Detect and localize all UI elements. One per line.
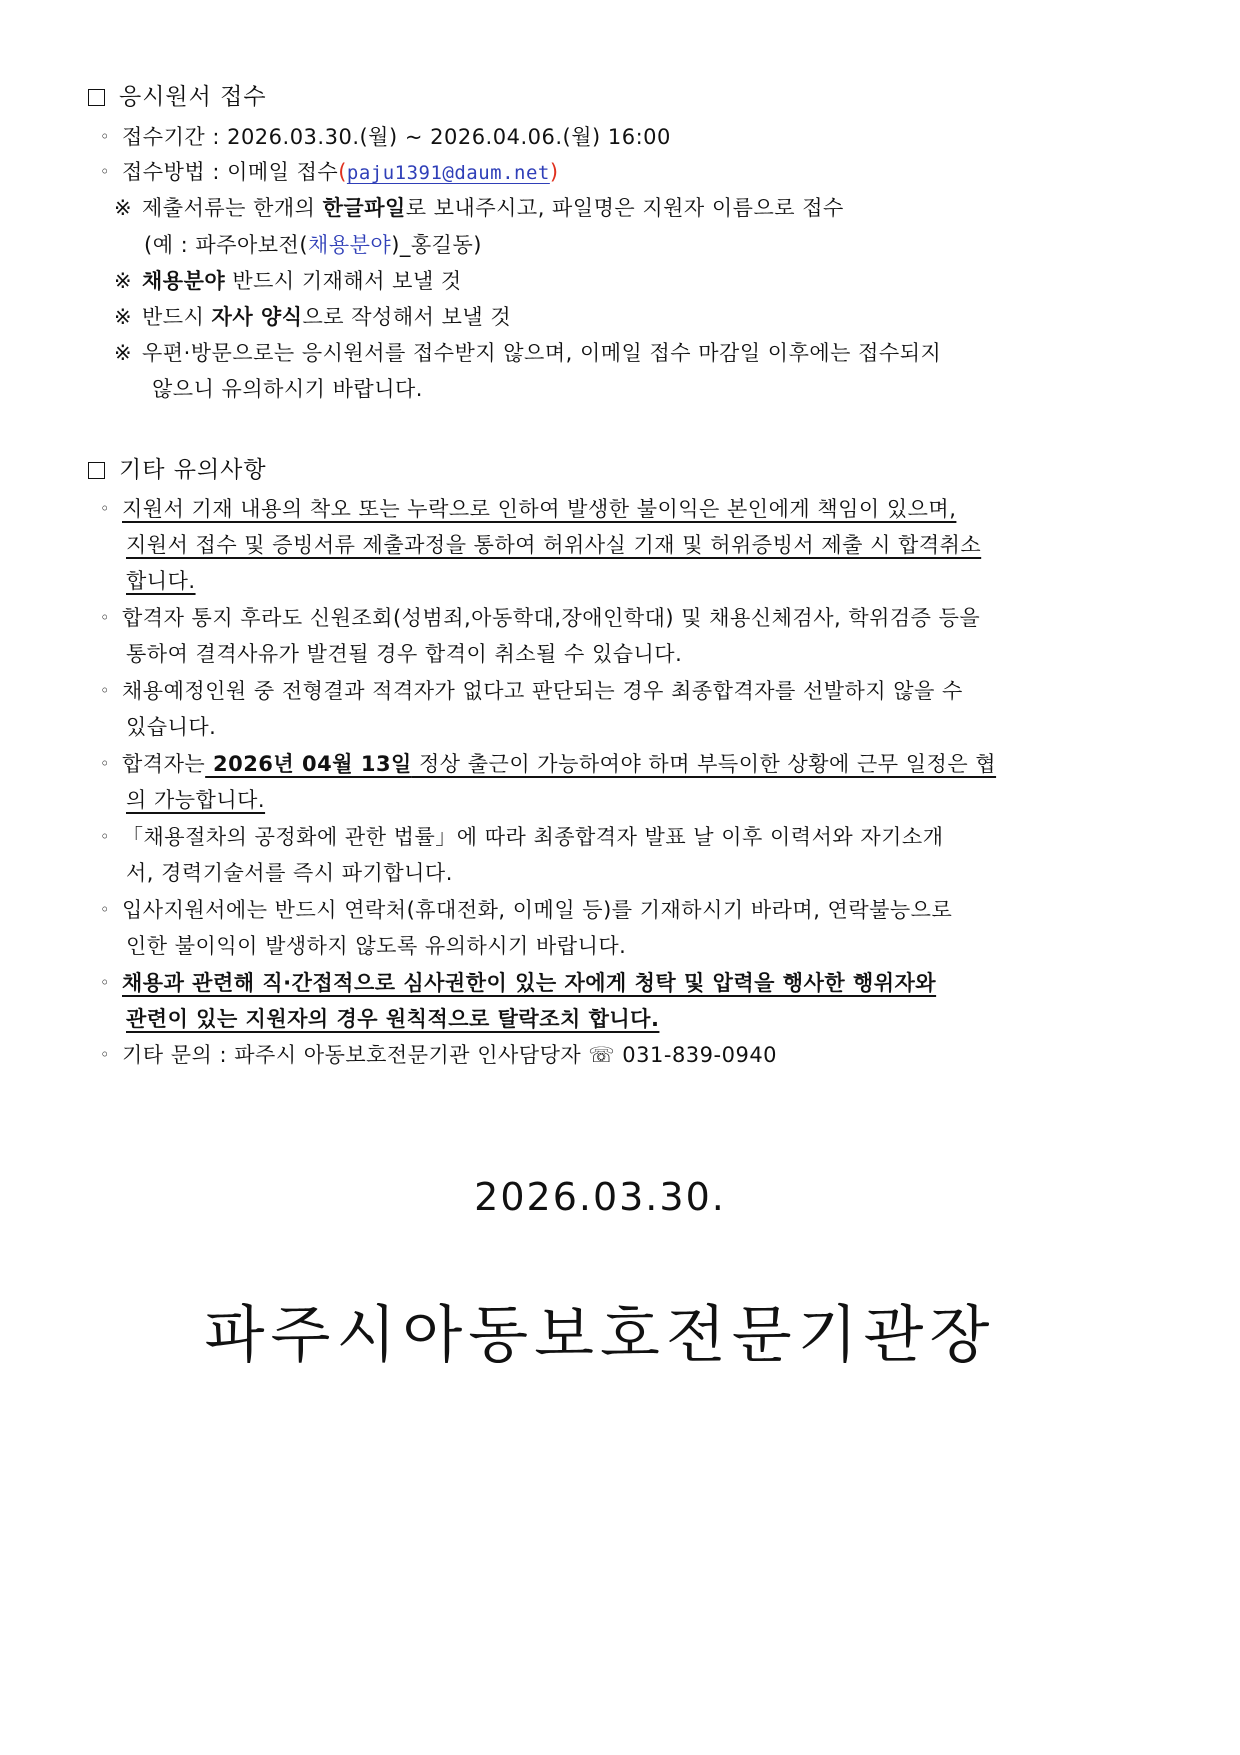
note-no-mail	[114, 338, 941, 368]
email-link[interactable]: paju1391@daum.net	[346, 162, 550, 184]
notice-text: 「채용절차의 공정화에 관한 법률」에 따라 최종합격자 발표 날 이후 이력서와 자기소개	[122, 825, 944, 849]
notice-text: 관련이 있는 지원자의 경우 원칙적으로 탈락조치 합니다.	[126, 1007, 660, 1031]
section-title: 응시원서 접수	[119, 84, 267, 110]
note-text: 으로 작성해서 보낼 것	[302, 305, 512, 329]
notice-text: 지원서 기재 내용의 착오 또는 누락으로 인하여 발생한 불이익은 본인에게 책임이 있으며,	[122, 497, 957, 521]
notice-text: 서, 경력기술서를 즉시 파기합니다.	[126, 861, 453, 885]
example-text: )_홍길동)	[391, 233, 482, 257]
bullet-icon: ◦	[100, 608, 110, 627]
application-period	[100, 122, 671, 152]
bullet-icon: ◦	[100, 900, 110, 919]
reference-mark-icon: ※	[114, 305, 133, 329]
note-bold-text: 한글파일	[322, 196, 406, 220]
paren-close: )	[549, 160, 559, 184]
reference-mark-icon: ※	[114, 196, 133, 220]
note-file-format	[114, 193, 844, 223]
bullet-icon: ◦	[100, 127, 110, 146]
reference-mark-icon: ※	[114, 341, 133, 365]
start-date-text: 2026년 04월 13일	[205, 752, 412, 776]
notice-item-7	[100, 968, 936, 998]
notice-item-6-cont	[126, 931, 626, 961]
checkbox-square-icon	[88, 89, 105, 106]
note-text: 않으니 유의하시기 바랍니다.	[152, 377, 423, 401]
notice-item-4-cont	[126, 785, 265, 815]
bullet-icon: ◦	[100, 973, 110, 992]
note-company-form	[114, 302, 511, 332]
notice-item-2-cont	[126, 639, 682, 669]
bullet-icon: ◦	[100, 162, 110, 181]
note-field-required	[114, 266, 462, 296]
notice-text: 합니다.	[126, 569, 196, 593]
note-text: 반드시 기재해서 보낼 것	[225, 269, 462, 293]
issue-date: 2026.03.30.	[474, 1175, 726, 1219]
notice-text: 인한 불이익이 발생하지 않도록 유의하시기 바랍니다.	[126, 934, 627, 958]
note-bold-text: 자사 양식	[211, 305, 303, 329]
note-text: 로 보내주시고, 파일명은 지원자 이름으로 접수	[405, 196, 844, 220]
note-bold-text: 채용분야	[142, 269, 226, 293]
example-text: (예 : 파주아보전(	[144, 233, 309, 257]
bullet-icon: ◦	[100, 827, 110, 846]
note-text: 반드시	[142, 305, 212, 329]
notice-text: 의 가능합니다.	[126, 788, 266, 812]
notice-text: 입사지원서에는 반드시 연락처(휴대전화, 이메일 등)를 기재하시기 바라며, 연락불능으로	[122, 898, 953, 922]
bullet-icon: ◦	[100, 1045, 110, 1064]
notice-text: 지원서 접수 및 증빙서류 제출과정을 통하여 허위사실 기재 및 허위증빙서 제출 시 합격취소	[126, 533, 982, 557]
notice-item-3-cont	[126, 712, 216, 742]
notice-text: 채용과 관련해 직·간접적으로 심사권한이 있는 자에게 청탁 및 압력을 행사한 행위자와	[122, 971, 937, 995]
period-label: 접수기간 :	[122, 125, 228, 149]
notice-text: 정상 출근이 가능하여야 하며 부득이한 상황에 근무 일정은 협	[411, 752, 997, 776]
reference-mark-icon: ※	[114, 269, 133, 293]
paren-open: (	[338, 160, 347, 184]
period-value: 2026.03.30.(월) ~ 2026.04.06.(월) 16:00	[227, 125, 671, 149]
checkbox-square-icon	[88, 462, 105, 479]
note-text: 제출서류는 한개의	[142, 196, 323, 220]
notice-item-1-cont2	[126, 566, 196, 596]
notice-text: 있습니다.	[126, 715, 217, 739]
section-title: 기타 유의사항	[119, 457, 267, 483]
organization-signature: 파주시아동보호전문기관장	[204, 1298, 996, 1371]
note-no-mail-cont	[152, 374, 423, 404]
section-heading-application	[88, 82, 267, 112]
notice-text: 채용예정인원 중 전형결과 적격자가 없다고 판단되는 경우 최종합격자를 선발하지 않을 수	[122, 679, 963, 703]
notice-item-1	[100, 494, 956, 524]
notice-item-contact	[100, 1040, 777, 1070]
notice-item-6	[100, 895, 952, 925]
bullet-icon: ◦	[100, 754, 110, 773]
notice-item-3	[100, 676, 963, 706]
notice-item-1-cont	[126, 530, 981, 560]
notice-item-5	[100, 822, 943, 852]
notice-item-4	[100, 749, 996, 779]
bullet-icon: ◦	[100, 681, 110, 700]
contact-text: 기타 문의 : 파주시 아동보호전문기관 인사담당자 ☏ 031-839-0940	[122, 1043, 778, 1067]
notice-item-7-cont	[126, 1004, 659, 1034]
note-text: 우편·방문으로는 응시원서를 접수받지 않으며, 이메일 접수 마감일 이후에는 접수되지	[142, 341, 942, 365]
notice-item-5-cont	[126, 858, 453, 888]
bullet-icon: ◦	[100, 499, 110, 518]
note-file-example	[144, 230, 482, 260]
notice-text: 통하여 결격사유가 발견될 경우 합격이 취소될 수 있습니다.	[126, 642, 683, 666]
notice-text: 합격자는	[122, 752, 206, 776]
section-heading-notes	[88, 455, 267, 485]
example-blue-text: 채용분야	[308, 233, 392, 257]
notice-text: 합격자 통지 후라도 신원조회(성범죄,아동학대,장애인학대) 및 채용신체검사, 학위검증 등을	[122, 606, 981, 630]
notice-item-2	[100, 603, 980, 633]
method-label: 접수방법 : 이메일 접수	[122, 160, 339, 184]
application-method	[100, 157, 559, 188]
